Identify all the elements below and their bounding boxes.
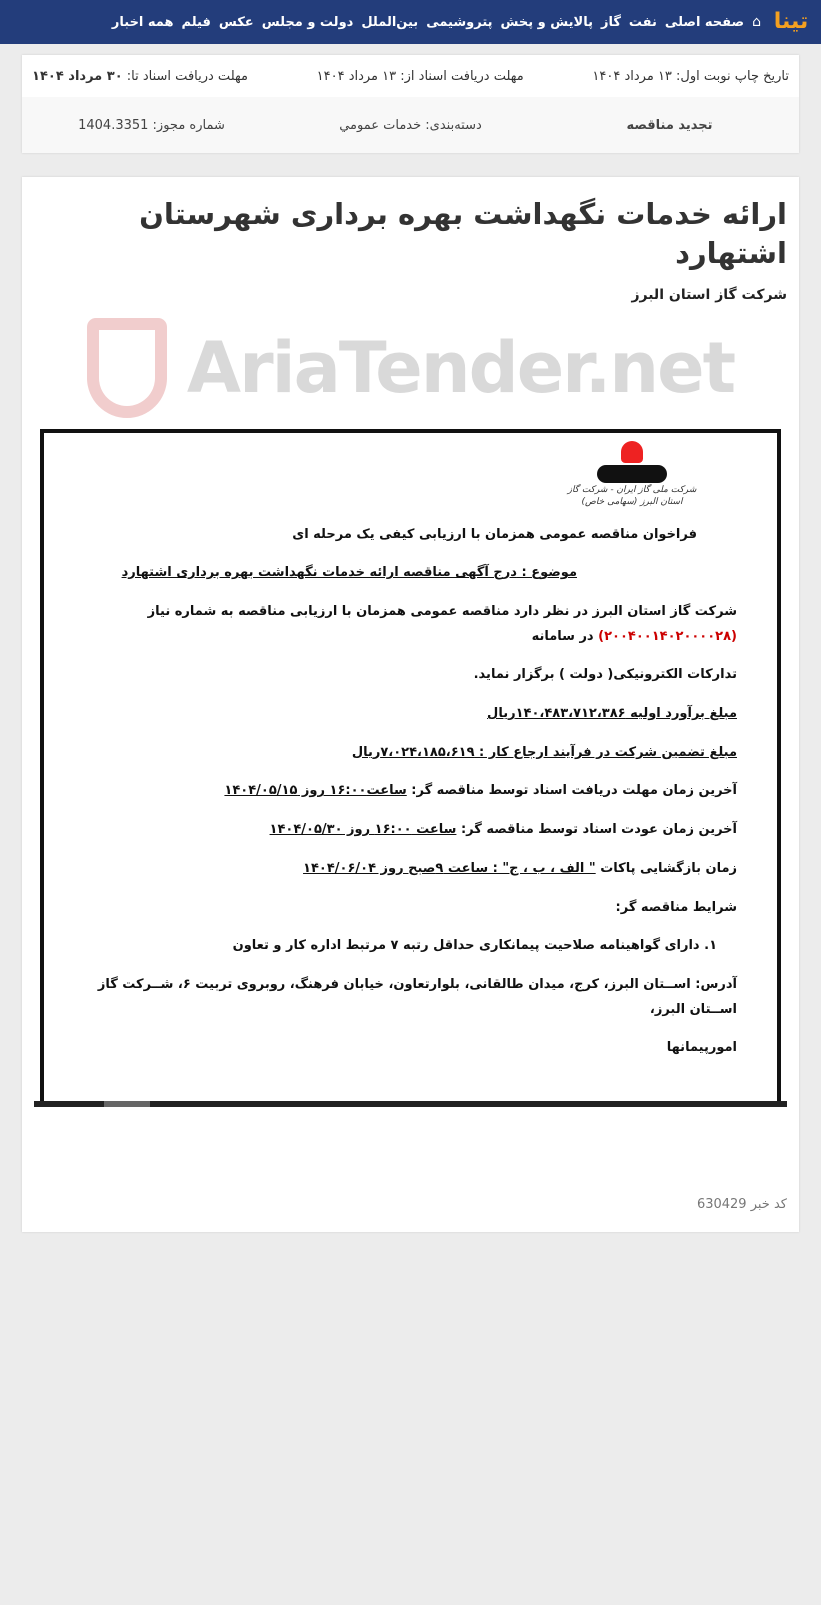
nav-petrochemical[interactable]: پتروشیمی	[426, 14, 493, 30]
company-name[interactable]: شرکت گاز استان البرز	[631, 287, 787, 304]
doc-subject: موضوع : درج آگهی مناقصه ارائه خدمات نگهداشت بهره برداری اشتهارد	[121, 565, 577, 581]
condition-1: ۱. دارای گواهینامه صلاحیت پیمانکاری حداقل رتبه ۷ مرتبط اداره کار و تعاون	[232, 938, 717, 954]
address-2: امورپیمانها	[666, 1040, 737, 1056]
watermark-shield-icon	[87, 318, 167, 418]
scrollbar-thumb[interactable]	[104, 1101, 150, 1107]
doc-heading: فراخوان مناقصه عمومی همزمان با ارزیابی کیفی یک مرحله ای	[292, 526, 697, 542]
site-logo[interactable]: تینا	[773, 9, 809, 34]
tender-document-image	[40, 429, 781, 1101]
home-icon[interactable]: ⌂	[752, 14, 761, 30]
watermark: AriaTender.net	[34, 313, 787, 423]
tender-info-card	[22, 55, 799, 153]
address: آدرس: اســتان البرز، کرج، میدان طالقانی، بلوارتعاون، خیابان فرهنگ، روبروی تربیت ۶، شــرکت گاز اســتان البرز،	[97, 976, 737, 1017]
deadline-receive: آخرین زمان مهلت دریافت اسناد توسط مناقصه گر: ساعت۱۶:۰۰ روز ۱۴۰۴/۰۵/۱۵	[224, 783, 737, 799]
nav-oil[interactable]: نفت	[628, 14, 657, 30]
nav-home[interactable]: صفحه اصلی	[664, 14, 745, 30]
nigc-logo: شرکت ملی گاز ایران - شرکت گاز استان البرز (سهامی خاص)	[567, 441, 697, 508]
top-navbar	[0, 0, 821, 44]
nav-government[interactable]: دولت و مجلس	[261, 14, 354, 30]
tender-type: تجدید مناقصه	[626, 117, 713, 133]
nav-refining[interactable]: پالایش و پخش	[500, 14, 593, 30]
nav-international[interactable]: بین‌الملل	[361, 14, 419, 30]
opening-time: زمان بازگشایی پاکات " الف ، ب ، ج" : ساعت ۹صبح روز ۱۴۰۴/۰۶/۰۴	[303, 860, 737, 876]
guarantee-amount: مبلغ تضمین شرکت در فرآیند ارجاع کار : ۷،۰۲۴،۱۸۵،۶۱۹ریال	[351, 744, 737, 760]
docs-to: مهلت دریافت اسناد تا: ۳۰ مرداد ۱۴۰۴	[32, 68, 248, 84]
horizontal-scrollbar[interactable]	[34, 1101, 787, 1107]
nav-video[interactable]: فیلم	[181, 14, 211, 30]
conditions-heading: شرایط مناقصه گر:	[615, 899, 737, 915]
estimate-amount: مبلغ برآورد اولیه ۱۴۰،۴۸۳،۷۱۲،۳۸۶ریال	[487, 706, 737, 722]
docs-from: مهلت دریافت اسناد از: ۱۳ مرداد ۱۴۰۴	[316, 68, 524, 84]
doc-paragraph-2: تدارکات الکترونیکی( دولت ) برگزار نماید.	[473, 667, 737, 683]
deadline-return: آخرین زمان عودت اسناد توسط مناقصه گر: ساعت ۱۶:۰۰ روز ۱۴۰۴/۰۵/۳۰	[269, 822, 737, 838]
news-code: کد خبر 630429	[696, 1196, 787, 1212]
nav-photo[interactable]: عکس	[218, 14, 254, 30]
license-number: شماره مجوز: 1404.3351	[78, 117, 225, 133]
print-date: تاریخ چاپ نوبت اول: ۱۳ مرداد ۱۴۰۴	[592, 68, 789, 84]
doc-paragraph: شرکت گاز استان البرز در نظر دارد مناقصه عمومی همزمان با ارزیابی مناقصه به شماره نیاز (۲۰۰۴۰۰۱۴۰۲۰۰۰۰۲۸) در سامانه	[147, 604, 737, 644]
category: دسته‌بندی: خدمات عمومي	[339, 117, 482, 133]
nav-all-news[interactable]: همه اخبار	[111, 14, 174, 30]
article-card	[22, 177, 799, 1232]
page-title: ارائه خدمات نگهداشت بهره برداری شهرستان اشتهارد	[139, 197, 787, 271]
nav-gas[interactable]: گاز	[600, 14, 621, 30]
